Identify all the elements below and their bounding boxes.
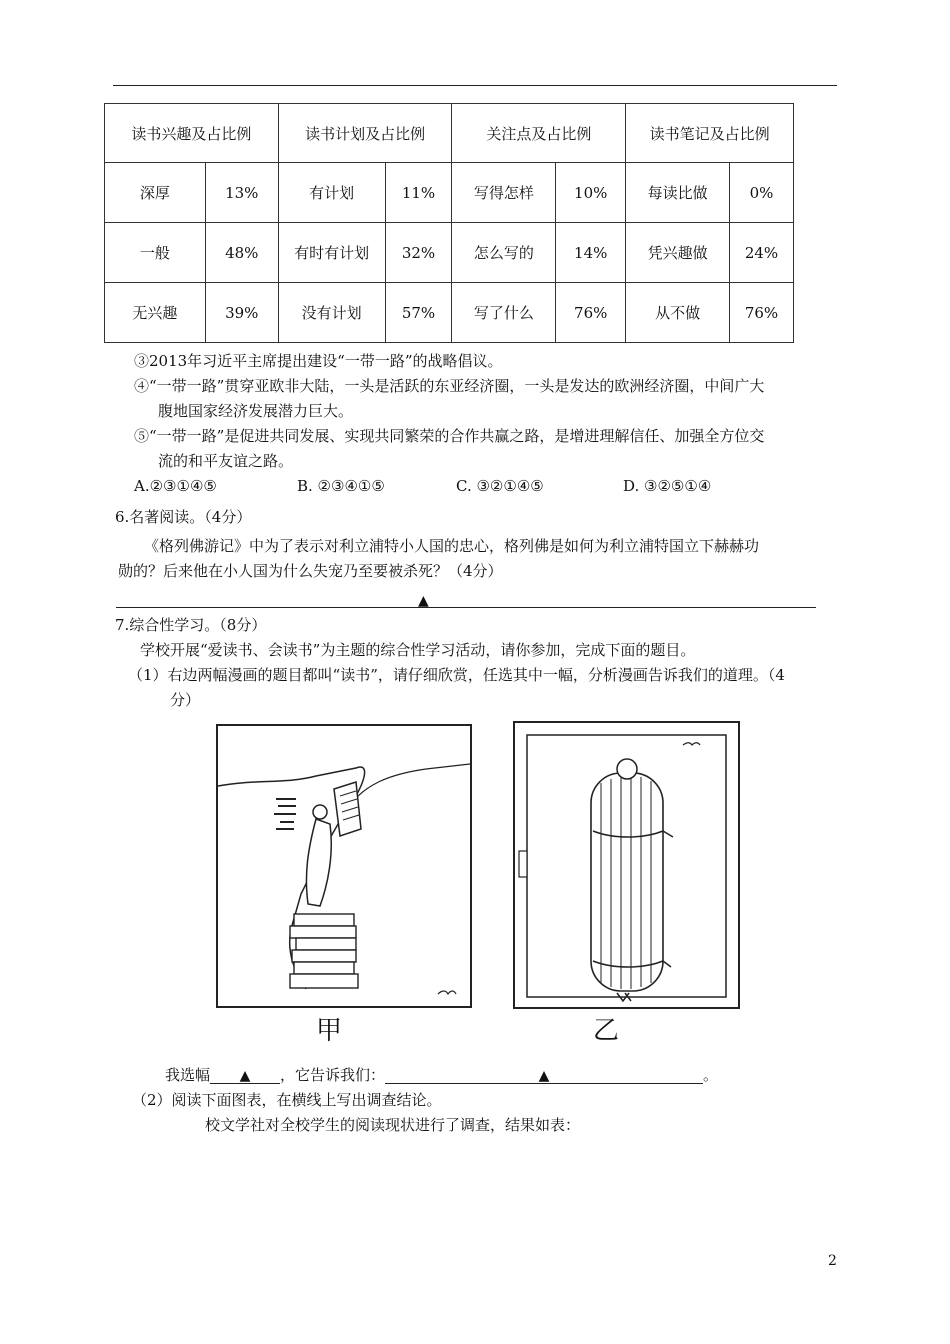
table-cell: 10% [556,163,626,223]
table-cell: 24% [730,223,794,283]
table-cell: 76% [556,283,626,343]
page-number: 2 [828,1253,837,1269]
q5-item-3: ③2013年习近平主席提出建设“一带一路”的战略倡议。 [134,352,503,370]
cartoon-jia-caption: 甲 [316,1016,343,1046]
table-cell: 每读比做 [626,163,730,223]
q7-sub2: （2）阅读下面图表，在横线上写出调查结论。 [132,1091,442,1109]
header-focus: 关注点及占比例 [452,104,626,163]
q5-option-a: A.②③①④⑤ [134,477,217,495]
q7-answer-line [165,1064,718,1086]
table-cell: 写得怎样 [452,163,556,223]
table-cell: 深厚 [105,163,206,223]
table-header-row [105,104,794,163]
table-cell: 11% [385,163,452,223]
meaning-blank[interactable] [385,1067,703,1084]
q5-item-5-line1: ⑤“一带一路”是促进共同发展、实现共同繁荣的合作共赢之路，是增进理解信任、加强全方位交 [134,427,765,445]
q5-item-4-line1: ④“一带一路”贯穿亚欧非大陆，一头是活跃的东亚经济圈，一头是发达的欧洲经济圈，中间广大 [134,377,765,395]
table-cell: 32% [385,223,452,283]
meaning-marker: ▲ [538,1068,550,1084]
header-plan: 读书计划及占比例 [278,104,452,163]
q5-item-4-line2: 腹地国家经济发展潜力巨大。 [158,402,354,420]
table-cell: 57% [385,283,452,343]
table-cell: 14% [556,223,626,283]
choice-blank[interactable] [210,1067,280,1084]
cartoon-jia-image [216,724,472,1008]
table-cell: 怎么写的 [452,223,556,283]
q5-option-b: B. ②③④①⑤ [297,477,385,495]
table-cell: 一般 [105,223,206,283]
q5-option-c: C. ③②①④⑤ [456,477,544,495]
table-cell: 从不做 [626,283,730,343]
q6-answer-line [116,607,816,608]
table-row [105,163,794,223]
q7-sub2-intro: 校文学社对全校学生的阅读现状进行了调查，结果如表： [205,1116,581,1134]
q7-answer-end: 。 [703,1066,719,1084]
header-rule [113,85,837,86]
q6-line1: 《格列佛游记》中为了表示对利立浦特小人国的忠心，格列佛是如何为利立浦特国立下赫赫功 [144,537,760,555]
table-cell: 39% [205,283,278,343]
q7-sub1-line1: （1）右边两幅漫画的题目都叫“读书”，请仔细欣赏，任选其中一幅，分析漫画告诉我们的道理。（4 [128,666,785,684]
table-cell: 13% [205,163,278,223]
cartoon-yi-caption: 乙 [593,1016,620,1046]
q5-option-d: D. ③②⑤①④ [623,477,712,495]
q5-item-5-line2: 流的和平友谊之路。 [158,452,294,470]
q7-answer-prefix: 我选幅 [165,1066,211,1084]
table-cell: 0% [730,163,794,223]
table-cell: 有时有计划 [278,223,385,283]
cartoon-yi-image [513,721,740,1009]
q7-intro: 学校开展“爱读书、会读书”为主题的综合性学习活动，请你参加，完成下面的题目。 [140,641,696,659]
q7-title: 7.综合性学习。（8分） [115,616,267,634]
table-row [105,223,794,283]
table-cell: 凭兴趣做 [626,223,730,283]
table-cell: 无兴趣 [105,283,206,343]
header-interest: 读书兴趣及占比例 [105,104,279,163]
table-cell: 76% [730,283,794,343]
table-cell: 没有计划 [278,283,385,343]
table-cell: 写了什么 [452,283,556,343]
q6-line2: 勋的？后来他在小人国为什么失宠乃至要被杀死？（4分） [118,562,503,580]
q6-title: 6.名著阅读。（4分） [115,508,252,526]
choice-marker: ▲ [239,1068,251,1084]
reading-survey-table [104,103,794,343]
table-cell: 有计划 [278,163,385,223]
q6-answer-marker: ▲ [418,593,429,609]
header-notes: 读书笔记及占比例 [626,104,794,163]
table-cell: 48% [205,223,278,283]
q7-sub1-line2: 分） [170,691,201,709]
q7-answer-mid: ，它告诉我们： [280,1066,386,1084]
table-row [105,283,794,343]
